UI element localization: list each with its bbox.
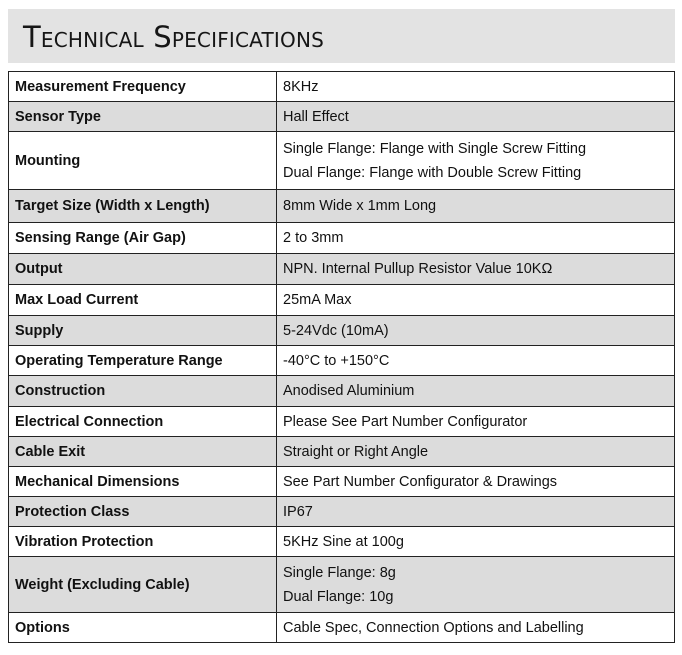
spec-value xyxy=(277,467,675,497)
spec-label: Cable Exit xyxy=(9,437,277,467)
spec-value xyxy=(277,346,675,376)
spec-value xyxy=(277,285,675,316)
spec-value xyxy=(277,613,675,643)
spec-value-line: 5KHz Sine at 100g xyxy=(283,533,404,550)
spec-value-line: -40°C to +150°C xyxy=(283,352,390,369)
spec-label: Electrical Connection xyxy=(9,407,277,437)
spec-value xyxy=(277,316,675,346)
table-row xyxy=(9,437,675,467)
spec-value-line: Single Flange: 8g xyxy=(283,564,396,581)
spec-value-line: Cable Spec, Connection Options and Labelling xyxy=(283,619,584,636)
spec-label: Supply xyxy=(9,316,277,346)
spec-value-line: 25mA Max xyxy=(283,292,352,308)
spec-value-line: 8KHz xyxy=(283,78,319,95)
spec-value-line: Hall Effect xyxy=(283,108,349,125)
spec-label: Mechanical Dimensions xyxy=(9,467,277,497)
spec-value-line: IP67 xyxy=(283,503,313,520)
spec-value xyxy=(277,557,675,613)
spec-label: Target Size (Width x Length) xyxy=(9,190,277,223)
spec-value-line: See Part Number Configurator & Drawings xyxy=(283,473,558,490)
spec-value xyxy=(277,132,675,190)
table-row xyxy=(9,557,675,613)
spec-value xyxy=(277,223,675,254)
table-row xyxy=(9,527,675,557)
spec-value-line: Straight or Right Angle xyxy=(283,443,429,460)
spec-value xyxy=(277,72,675,102)
spec-value-line: 8mm Wide x 1mm Long xyxy=(283,198,437,214)
table-row xyxy=(9,102,675,132)
spec-value xyxy=(277,497,675,527)
spec-value xyxy=(277,190,675,223)
table-row xyxy=(9,254,675,285)
spec-value xyxy=(277,254,675,285)
table-row xyxy=(9,285,675,316)
spec-value xyxy=(277,527,675,557)
spec-value-line: 5-24Vdc (10mA) xyxy=(283,322,389,339)
spec-value-line: NPN. Internal Pullup Resistor Value 10KΩ xyxy=(283,261,553,277)
table-row xyxy=(9,497,675,527)
spec-value xyxy=(277,376,675,407)
spec-label: Options xyxy=(9,613,277,643)
spec-label: Measurement Frequency xyxy=(9,72,277,102)
spec-value-line: Dual Flange: Flange with Double Screw Fitting xyxy=(283,164,582,181)
spec-value-line: 2 to 3mm xyxy=(283,230,344,246)
table-row xyxy=(9,72,675,102)
spec-table xyxy=(8,71,675,643)
spec-label: Construction xyxy=(9,376,277,407)
table-row xyxy=(9,613,675,643)
spec-value-line: Anodised Aluminium xyxy=(283,383,415,399)
table-row xyxy=(9,132,675,190)
page-title: Technical Specifications xyxy=(23,20,325,54)
table-row xyxy=(9,190,675,223)
table-row xyxy=(9,467,675,497)
spec-label: Operating Temperature Range xyxy=(9,346,277,376)
spec-table-body xyxy=(9,72,675,643)
spec-value xyxy=(277,102,675,132)
section-header xyxy=(8,9,675,63)
table-row xyxy=(9,407,675,437)
spec-label: Weight (Excluding Cable) xyxy=(9,557,277,613)
spec-value xyxy=(277,437,675,467)
spec-label: Max Load Current xyxy=(9,285,277,316)
spec-label: Sensor Type xyxy=(9,102,277,132)
spec-label: Sensing Range (Air Gap) xyxy=(9,223,277,254)
table-row xyxy=(9,376,675,407)
table-row xyxy=(9,223,675,254)
spec-label: Vibration Protection xyxy=(9,527,277,557)
spec-label: Protection Class xyxy=(9,497,277,527)
spec-value xyxy=(277,407,675,437)
table-row xyxy=(9,316,675,346)
spec-value-line: Single Flange: Flange with Single Screw Fitting xyxy=(283,140,587,157)
table-row xyxy=(9,346,675,376)
spec-label: Mounting xyxy=(9,132,277,190)
spec-value-line: Please See Part Number Configurator xyxy=(283,413,528,430)
spec-label: Output xyxy=(9,254,277,285)
spec-value-line: Dual Flange: 10g xyxy=(283,588,394,605)
